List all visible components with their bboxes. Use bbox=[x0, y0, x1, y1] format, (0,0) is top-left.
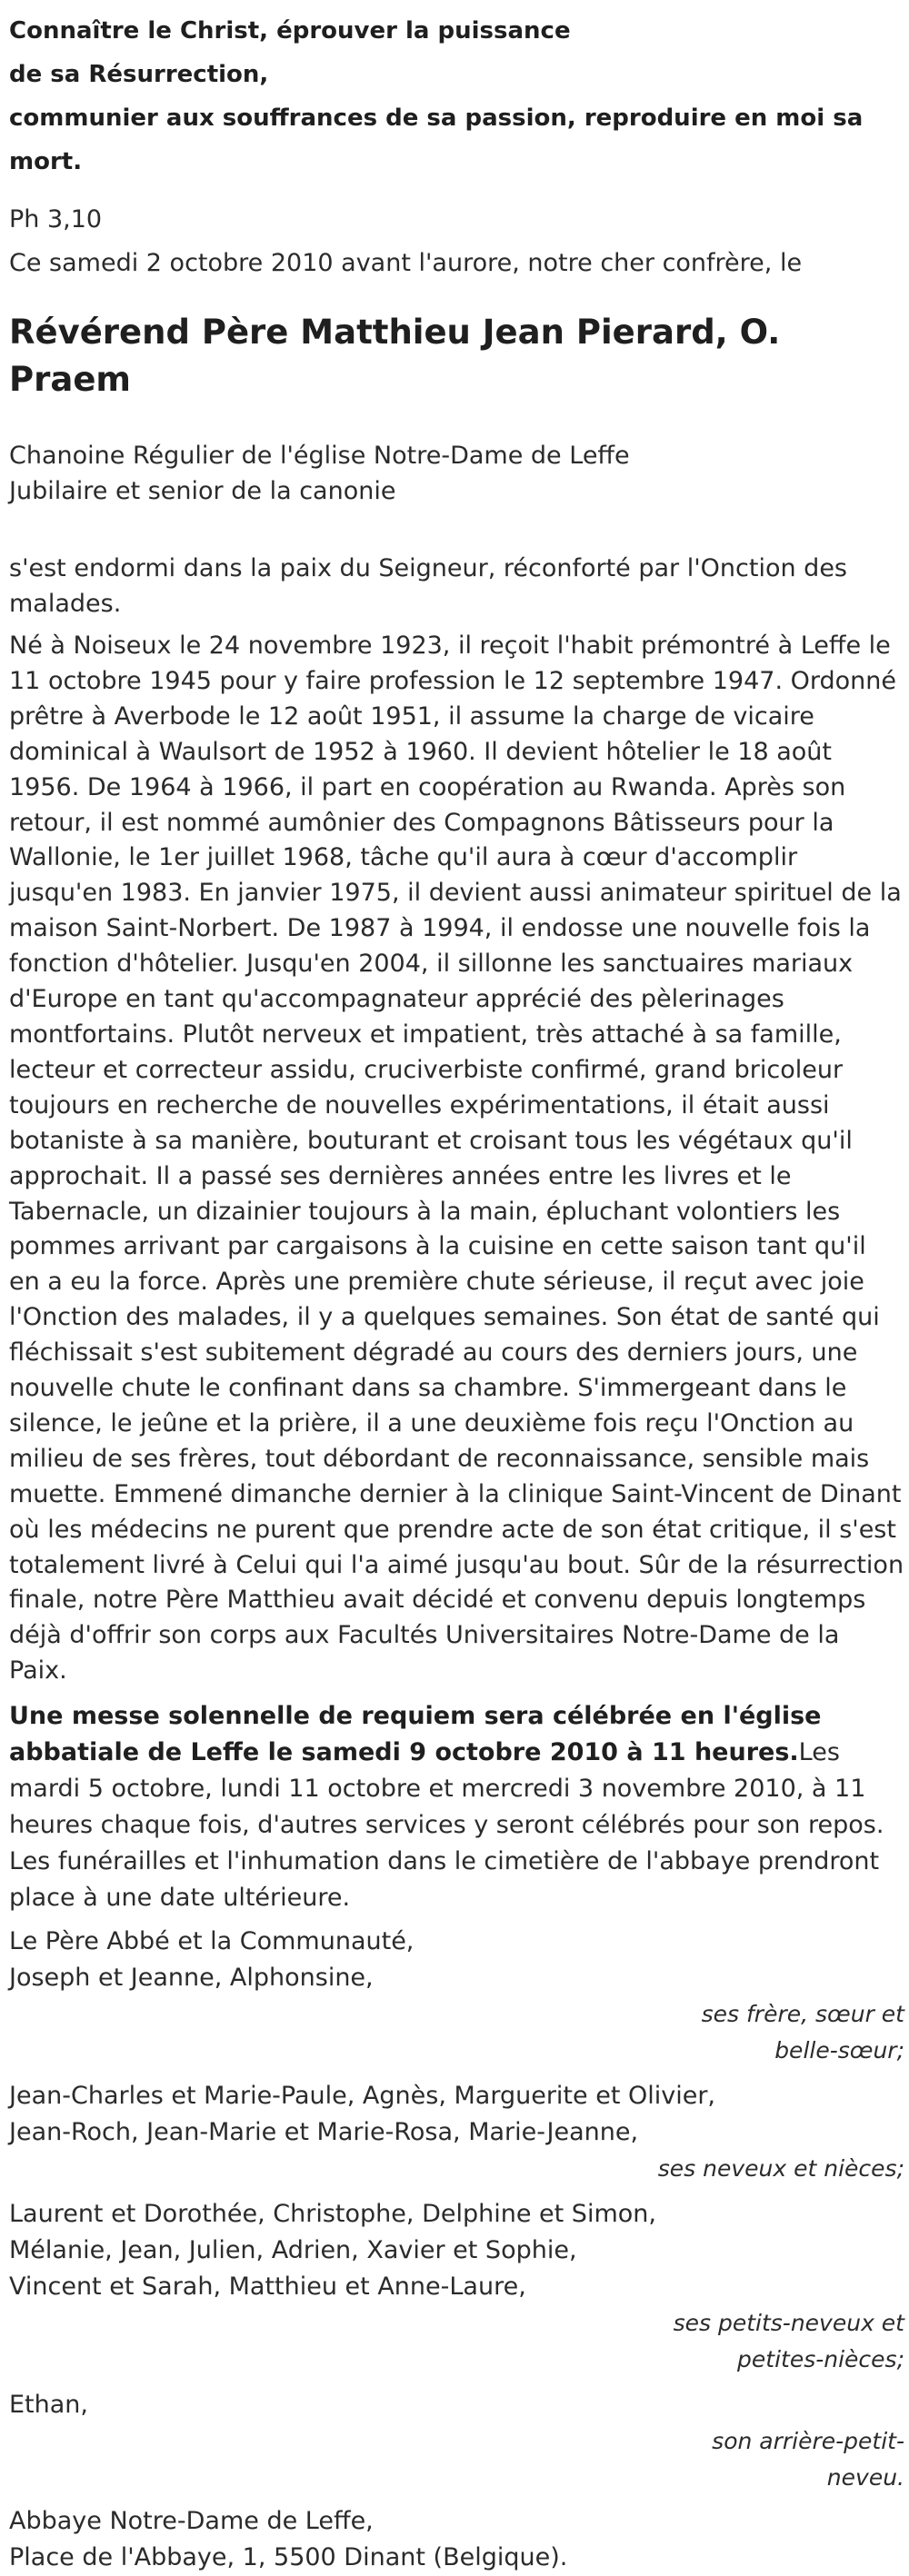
great-grand-nephew-name: Ethan, bbox=[9, 2391, 88, 2420]
abbot-community: Le Père Abbé et la Communauté, bbox=[9, 1927, 415, 1956]
nephews-relation: ses neveux et nièces; bbox=[657, 2155, 904, 2183]
epigraph-line-1: Connaître le Christ, éprouver la puissance bbox=[9, 17, 571, 45]
epigraph-line-3: communier aux souffrances de sa passion, reproduire en moi sa mort. bbox=[9, 104, 864, 175]
siblings-names: Joseph et Jeanne, Alphonsine, bbox=[9, 1964, 374, 1993]
titles bbox=[9, 438, 904, 509]
address-line-2: Place de l'Abbaye, 1, 5500 Dinant (Belgique). bbox=[9, 2543, 568, 2572]
address-line-1: Abbaye Notre-Dame de Leffe, bbox=[9, 2507, 374, 2536]
title-line-1: Chanoine Régulier de l'église Notre-Dame de Leffe bbox=[9, 442, 630, 470]
grand-nephews-names-3: Vincent et Sarah, Matthieu et Anne-Laure, bbox=[9, 2273, 526, 2302]
scripture-reference: Ph 3,10 bbox=[9, 205, 103, 234]
epigraph bbox=[9, 9, 904, 184]
grand-nephews-relation: ses petits-neveux et petites-nièces; bbox=[673, 2310, 904, 2373]
biography-paragraph: Né à Noiseux le 24 novembre 1923, il reçoit l'habit prémontré à Leffe le 11 octobre 1945 pour y faire profession le 12 septembre 1947. Ordonné prêtre à Averbode le 12 août 1951, il assume la charge de vicaire dominical à Waulsort de 1952 à 1960. Il devient hôtelier le 18 août 1956. De 1964 à 1966, il part en coopération au Rwanda. Après son retour, il est nommé aumônier des Compagnons Bâtisseurs pour la Wallonie, le 1er juillet 1968, tâche qu'il aura à cœur d'accomplir jusqu'en 1983. En janvier 1975, il devient aussi animateur spirituel de la maison Saint-Norbert. De 1987 à 1994, il endosse une nouvelle fois la fonction d'hôtelier. Jusqu'en 2004, il sillonne les sanctuaires mariaux d'Europe en tant qu'accompagnateur apprécié des pèlerinages montfortains. Plutôt nerveux et impatient, très attaché à sa famille, lecteur et correcteur assidu, cruciverbiste confirmé, grand bricoleur toujours en recherche de nouvelles expérimentations, il était aussi botaniste à sa manière, bouturant et croisant tous les végétaux qu'il approchait. Il a passé ses dernières années entre les livres et le Tabernacle, un dizainier toujours à la main, épluchant volontiers les pommes arrivant par cargaisons à la cuisine en cette saison tant qu'il en a eu la force. Après une première chute sérieuse, il reçut avec joie l'Onction des malades, il y a quelques semaines. Son état de santé qui fléchissait s'est subitement dégradé au cours des derniers jours, une nouvelle chute le confinant dans sa chambre. S'immergeant dans le silence, le jeûne et la prière, il a une deuxième fois reçu l'Onction au milieu de ses frères, tout débordant de reconnaissance, sensible mais muette. Emmené dimanche dernier à la clinique Saint-Vincent de Dinant où les médecins ne purent que prendre acte de son état critique, il s'est totalement livré à Celui qui l'a aimé jusqu'au bout. Sûr de la résurrection finale, notre Père Matthieu avait décidé et convenu depuis longtemps déjà d'offrir son corps aux Facultés Universitaires Notre-Dame de la Paix. bbox=[9, 632, 904, 1686]
grand-nephews-names-2: Mélanie, Jean, Julien, Adrien, Xavier et Sophie, bbox=[9, 2236, 577, 2265]
siblings-relation: ses frère, sœur et belle-sœur; bbox=[701, 2001, 904, 2064]
intro-text: Ce samedi 2 octobre 2010 avant l'aurore, notre cher confrère, le bbox=[9, 249, 803, 277]
obituary-notice bbox=[9, 9, 904, 2576]
family-signatures bbox=[9, 1924, 904, 2496]
epigraph-line-2: de sa Résurrection, bbox=[9, 61, 269, 88]
death-statement: s'est endormi dans la paix du Seigneur, réconforté par l'Onction des malades. bbox=[9, 554, 847, 618]
grand-nephews-names-1: Laurent et Dorothée, Christophe, Delphine et Simon, bbox=[9, 2200, 656, 2229]
title-line-2: Jubilaire et senior de la canonie bbox=[9, 477, 396, 505]
address bbox=[9, 2503, 904, 2576]
funeral-announcement bbox=[9, 1698, 904, 1916]
funeral-details: Les mardi 5 octobre, lundi 11 octobre et mercredi 3 novembre 2010, à 11 heures chaque fois, d'autres services y seront célébrés pour son repos. Les funérailles et l'inhumation dans le cimetière de l'abbaye prendront place à une date ultérieure. bbox=[9, 1738, 884, 1913]
nephews-names-1: Jean-Charles et Marie-Paule, Agnès, Marguerite et Olivier, bbox=[9, 2082, 716, 2111]
deceased-name: Révérend Père Matthieu Jean Pierard, O. Praem bbox=[9, 313, 781, 399]
great-grand-nephew-relation: son arrière-petit-neveu. bbox=[712, 2428, 904, 2491]
funeral-mass-bold: Une messe solennelle de requiem sera célébrée en l'église abbatiale de Leffe le samedi 9 octobre 2010 à 11 heures. bbox=[9, 1702, 822, 1767]
nephews-names-2: Jean-Roch, Jean-Marie et Marie-Rosa, Marie-Jeanne, bbox=[9, 2118, 639, 2147]
